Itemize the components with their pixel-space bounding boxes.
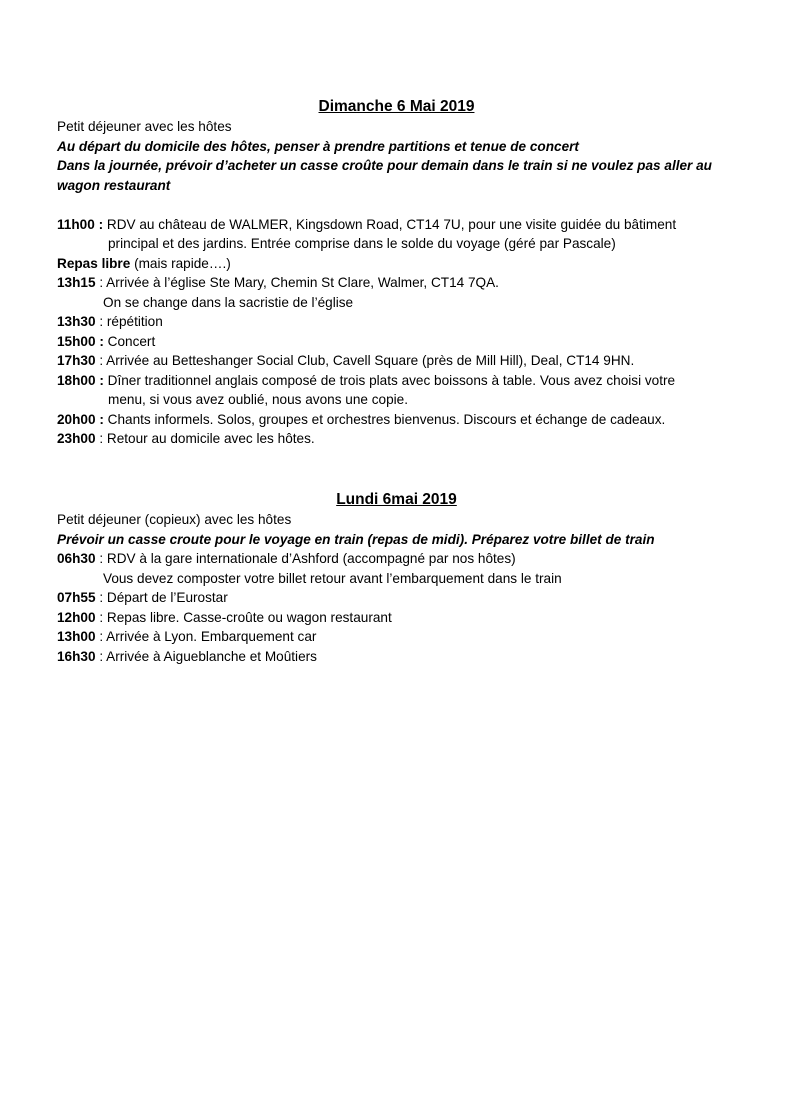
item-time: 23h00 [57, 431, 96, 446]
intro-line: Petit déjeuner avec les hôtes [57, 119, 232, 134]
item-text: Concert [103, 333, 156, 349]
item-time: 06h30 [57, 551, 96, 566]
schedule-item [57, 627, 747, 647]
item-text: RDV au château de WALMER, Kingsdown Road, CT14 7U, pour une visite guidée du bâtiment [103, 216, 677, 232]
schedule-item [57, 429, 747, 449]
item-time: 16h30 [57, 648, 96, 664]
note-line: Dans la journée, prévoir d’acheter un casse croûte pour demain dans le train si ne voulez pas aller au wagon restaurant [57, 158, 712, 193]
item-time: 20h00 : [57, 411, 104, 427]
schedule-item [57, 332, 747, 352]
schedule-item [57, 254, 747, 274]
item-text: : Arrivée à l’église Ste Mary, Chemin St Clare, Walmer, CT14 7QA. [95, 275, 499, 290]
item-text: : Arrivée au Betteshanger Social Club, Cavell Square (près de Mill Hill), Deal, CT14 9HN. [95, 353, 635, 368]
item-continuation: Vous devez composter votre billet retour avant l’embarquement dans le train [103, 570, 562, 586]
item-text: : Arrivée à Lyon. Embarquement car [95, 629, 317, 644]
item-continuation: principal et des jardins. Entrée comprise dans le solde du voyage (géré par Pascale) [108, 236, 616, 251]
item-time: 07h55 [57, 590, 96, 605]
schedule-item [57, 215, 747, 235]
item-time: 18h00 : [57, 372, 104, 388]
item-time: 17h30 [57, 353, 96, 368]
schedule-item [57, 647, 747, 667]
item-time: 15h00 : [57, 333, 104, 349]
item-text: (mais rapide….) [130, 255, 231, 271]
note-line: Prévoir un casse croute pour le voyage en train (repas de midi). Préparez votre billet de train [57, 531, 655, 547]
note-line: Au départ du domicile des hôtes, penser à prendre partitions et tenue de concert [57, 138, 579, 154]
schedule-item [57, 549, 747, 569]
schedule-item [57, 273, 747, 293]
schedule-item [57, 410, 747, 430]
item-time: 13h00 [57, 629, 96, 644]
item-continuation: menu, si vous avez oublié, nous avons une copie. [108, 392, 409, 407]
day-title: Lundi 6mai 2019 [336, 491, 457, 508]
item-time: Repas libre [57, 255, 131, 271]
day-sunday-section [57, 97, 747, 449]
item-text: : Retour au domicile avec les hôtes. [95, 431, 315, 446]
item-continuation: On se change dans la sacristie de l’église [103, 294, 354, 310]
item-text: : RDV à la gare internationale d’Ashford (accompagné par nos hôtes) [95, 551, 516, 566]
item-time: 13h30 [57, 314, 96, 329]
item-text: : Arrivée à Aigueblanche et Moûtiers [95, 648, 317, 664]
item-text: : Repas libre. Casse-croûte ou wagon restaurant [95, 609, 392, 625]
schedule-item [57, 588, 747, 608]
schedule-item [57, 608, 747, 628]
item-text: Dîner traditionnel anglais composé de trois plats avec boissons à table. Vous avez choisi votre [103, 372, 676, 388]
schedule-item [57, 351, 747, 371]
item-text: : répétition [95, 314, 163, 329]
item-time: 11h00 : [57, 216, 104, 232]
item-text: Chants informels. Solos, groupes et orchestres bienvenus. Discours et échange de cadeaux. [103, 411, 666, 427]
intro-line: Petit déjeuner (copieux) avec les hôtes [57, 512, 292, 527]
item-time: 13h15 [57, 275, 96, 290]
item-text: : Départ de l’Eurostar [95, 590, 228, 605]
day-title: Dimanche 6 Mai 2019 [318, 98, 475, 115]
item-time: 12h00 [57, 609, 96, 625]
day-monday-section [57, 490, 747, 666]
schedule-item [57, 312, 747, 332]
schedule-item [57, 371, 747, 391]
